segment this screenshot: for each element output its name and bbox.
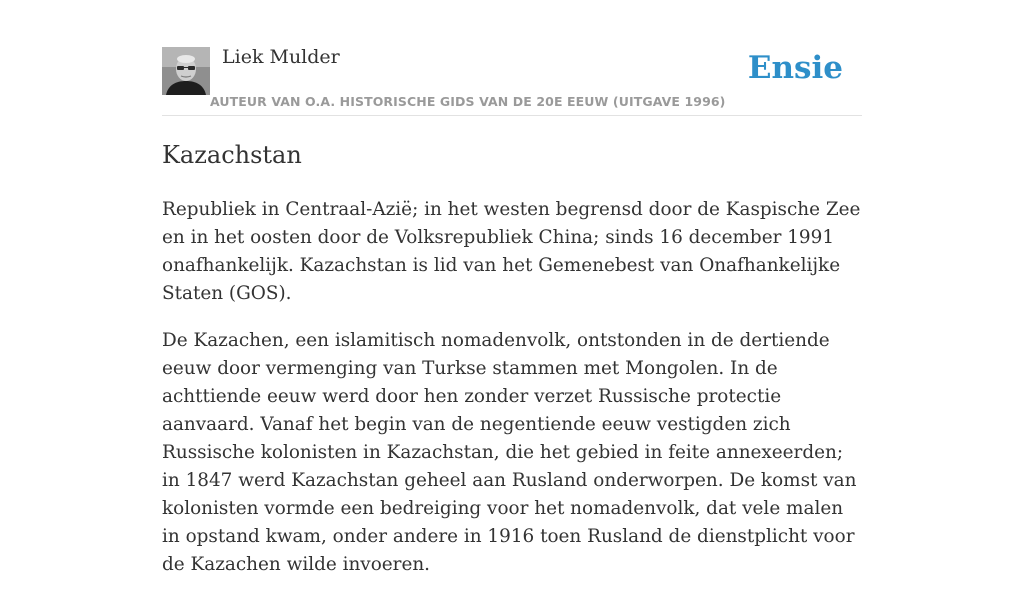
author-avatar[interactable]: [162, 47, 210, 95]
article-body: [162, 138, 862, 598]
author-description: AUTEUR VAN O.A. HISTORISCHE GIDS VAN DE 20E EEUW (UITGAVE 1996): [210, 94, 726, 109]
article-header: [162, 0, 862, 116]
article-paragraph: De Kazachen, een islamitisch nomadenvolk, ontstonden in de dertiende eeuw door vermenging van Turkse stammen met Mongolen. In de achttiende eeuw werd door hen zonder verzet Russische protectie aanvaard. Vanaf het begin van de negentiende eeuw vestigden zich Russische kolonisten in Kazachstan, die het gebied in feite annexeerden; in 1847 werd Kazachstan geheel aan Rusland onderworpen. De komst van kolonisten vormde een bedreiging voor het nomadenvolk, dat vele malen in opstand kwam, onder andere in 1916 toen Rusland de dienstplicht voor de Kazachen wilde invoeren.: [162, 330, 857, 575]
ensie-logo[interactable]: Ensie: [747, 50, 843, 86]
author-photo: [162, 47, 210, 95]
author-name[interactable]: Liek Mulder: [222, 46, 340, 68]
article-title: Kazachstan: [162, 141, 302, 169]
article-paragraph: Republiek in Centraal-Azië; in het westen begrensd door de Kaspische Zee en in het oosten door de Volksrepubliek China; sinds 16 december 1991 onafhankelijk. Kazachstan is lid van het Gemenebest van Onafhankelijke Staten (GOS).: [162, 199, 861, 304]
